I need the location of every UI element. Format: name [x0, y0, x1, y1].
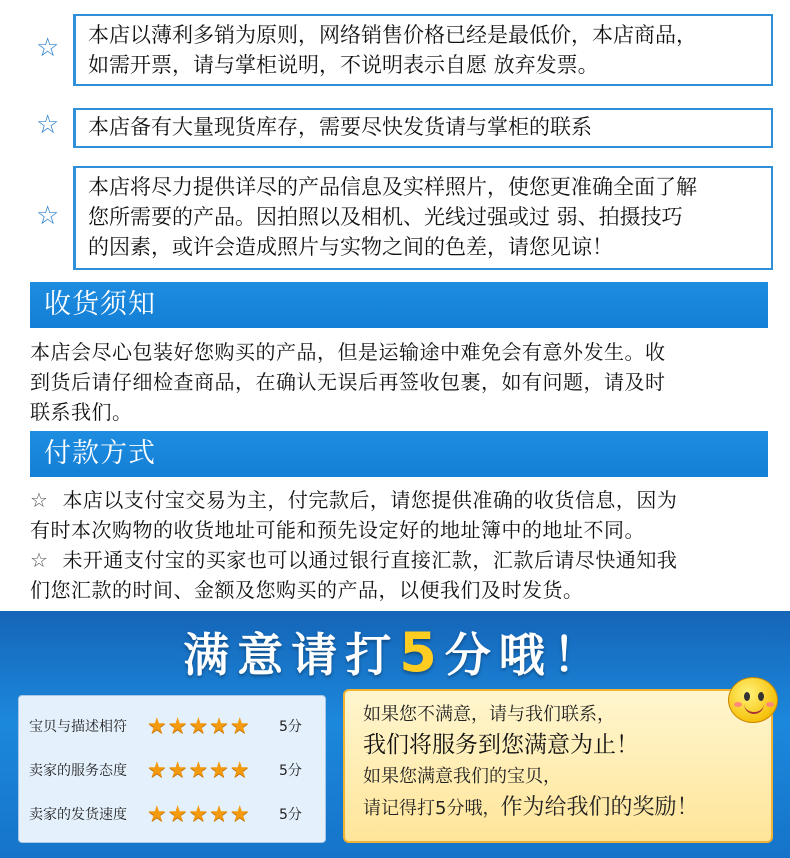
section-title-payment: 付款方式: [30, 431, 768, 477]
message-line: 如果您满意我们的宝贝，: [363, 766, 561, 787]
notice-line: 本店以薄利多销为原则，网络销售价格已经是最低价，本店商品，: [88, 23, 697, 47]
notice-stock: [73, 108, 773, 148]
section-title-receipt: 收货须知: [30, 282, 768, 328]
star-rating-icon: ★★★★★: [147, 757, 251, 783]
rating-score: 5分: [279, 763, 302, 779]
rating-banner: [0, 611, 790, 858]
star-icon: ☆: [36, 110, 60, 140]
receipt-line: 联系我们。: [30, 400, 133, 424]
receipt-text: [30, 337, 775, 427]
rating-score: 5分: [279, 719, 302, 735]
payment-line-text: 未开通支付宝的买家也可以通过银行直接汇款，汇款后请尽快通知我: [62, 548, 678, 572]
banner-title: [0, 623, 790, 685]
notice-line: 您所需要的产品。因拍照以及相机、光线过强或过 弱、拍摄技巧: [88, 205, 683, 229]
banner-title-before: 满意请打: [183, 628, 400, 682]
payment-text: [30, 485, 775, 605]
notice-invoice: [73, 14, 773, 86]
payment-line: [30, 545, 775, 575]
payment-line-text: 有时本次购物的收货地址可能和预先设定好的地址簿中的地址不同。: [30, 518, 645, 542]
banner-title-after: 分哦！: [444, 628, 607, 682]
receipt-line: 到货后请仔细检查商品，在确认无误后再签收包裹，如有问题，请及时: [30, 370, 666, 394]
banner-title-number: 5: [399, 621, 445, 684]
notice-line: 如需开票，请与掌柜说明，不说明表示自愿 放弃发票。: [88, 53, 599, 77]
message-line-emphasis: 作为给我们的奖励！: [500, 795, 699, 820]
message-line-emphasis: 我们将服务到您满意为止！: [363, 732, 639, 758]
star-icon: ☆: [36, 33, 60, 63]
message-line: 如果您不满意，请与我们联系，: [363, 704, 615, 725]
payment-line-text: 本店以支付宝交易为主，付完款后，请您提供准确的收货信息，因为: [62, 488, 678, 512]
rating-panel: [18, 695, 326, 843]
payment-line: [30, 575, 775, 605]
rating-score: 5分: [279, 807, 302, 823]
star-icon: ☆: [30, 488, 49, 512]
notice-line: 本店备有大量现货库存，需要尽快发货请与掌柜的联系: [88, 115, 592, 139]
star-icon: ☆: [30, 548, 49, 572]
rating-label: 宝贝与描述相符: [29, 719, 127, 735]
payment-line: [30, 485, 775, 515]
payment-line-text: 们您汇款的时间、金额及您购买的产品，以便我们及时发货。: [30, 578, 584, 602]
star-rating-icon: ★★★★★: [147, 713, 251, 739]
rating-row: [29, 748, 315, 792]
rating-row: [29, 704, 315, 748]
rating-label: 卖家的发货速度: [29, 807, 127, 823]
message-line-part: 请记得打5分哦，: [363, 798, 501, 819]
message-line: [363, 792, 753, 824]
star-icon: ☆: [36, 201, 60, 231]
notice-line: 的因素，或许会造成照片与实物之间的色差，请您见谅！: [88, 235, 613, 259]
notice-line: 本店将尽力提供详尽的产品信息及实样照片，使您更准确全面了解: [88, 175, 697, 199]
rating-row: [29, 792, 315, 836]
notice-photos: [73, 166, 773, 270]
payment-line: [30, 515, 775, 545]
star-rating-icon: ★★★★★: [147, 801, 251, 827]
smiley-face-icon: [728, 677, 778, 723]
receipt-line: 本店会尽心包装好您购买的产品，但是运输途中难免会有意外发生。收: [30, 340, 666, 364]
message-panel: [343, 689, 773, 843]
rating-label: 卖家的服务态度: [29, 763, 127, 779]
